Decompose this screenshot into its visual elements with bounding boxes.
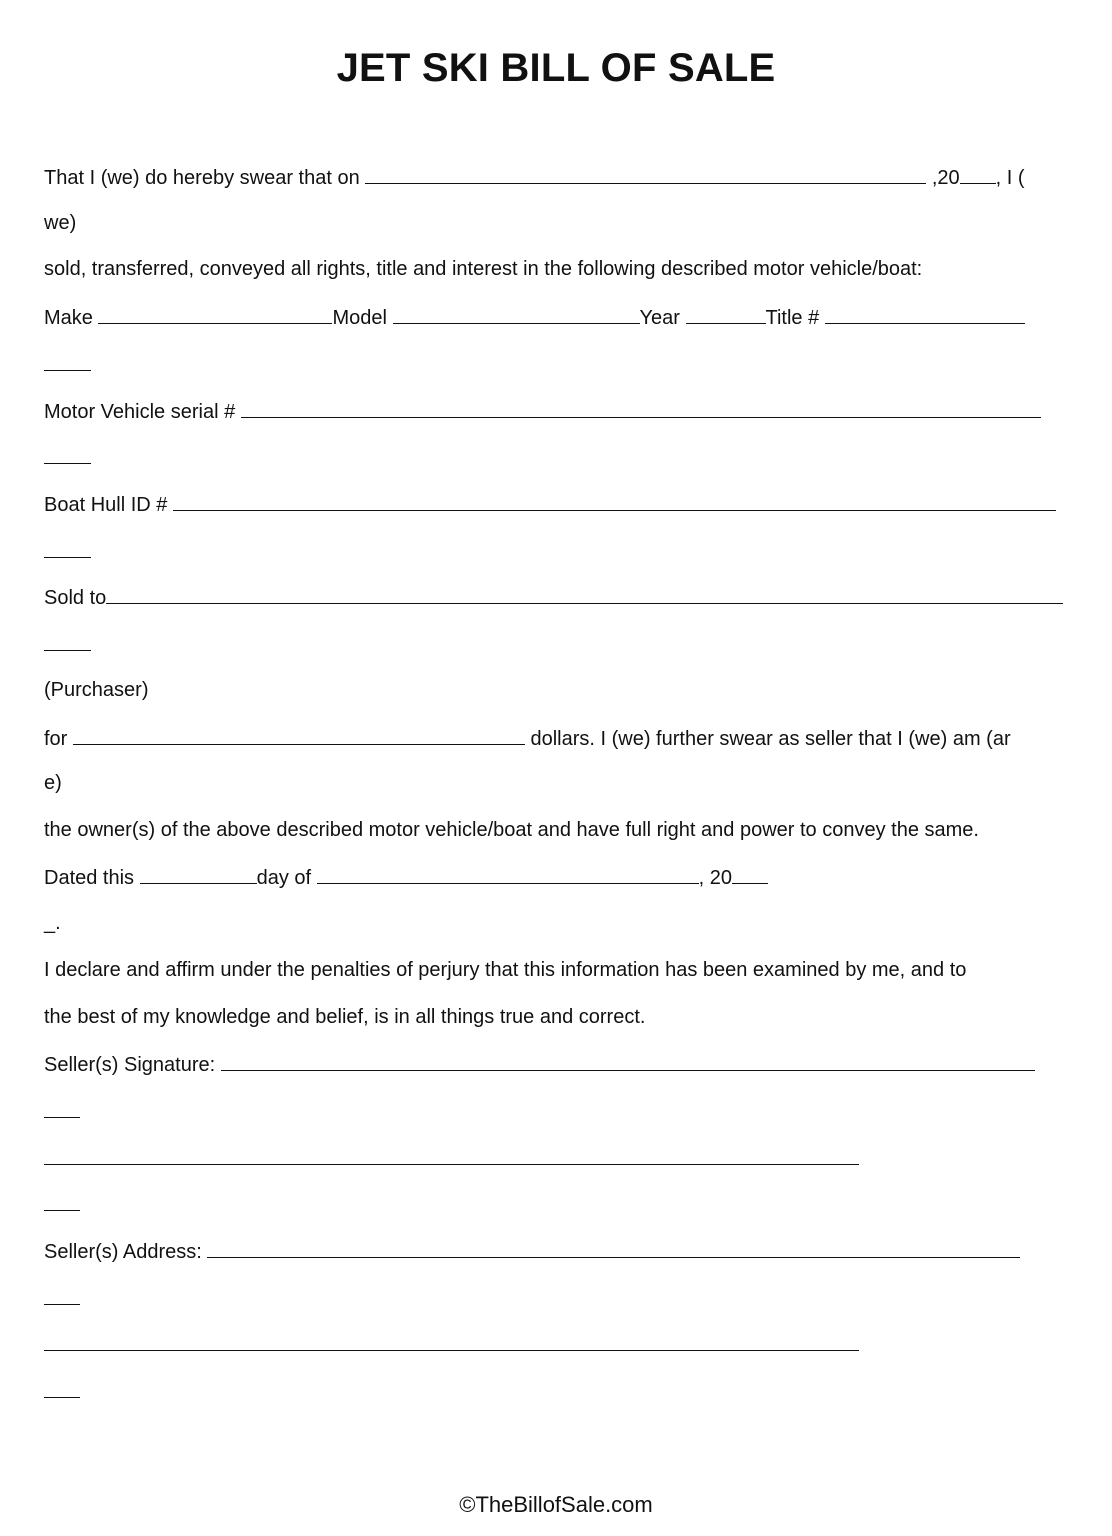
make-label: Make: [44, 307, 93, 329]
swear-text: That I (we) do hereby swear that on: [44, 167, 360, 189]
hull-id-wrap: [44, 538, 91, 564]
year-prefix: ,20: [931, 167, 960, 189]
seller-signature-label: Seller(s) Signature:: [44, 1054, 216, 1076]
year-field[interactable]: [686, 304, 766, 324]
for-label: for: [44, 728, 68, 750]
model-field[interactable]: [393, 304, 640, 324]
title-number-field[interactable]: [825, 304, 1025, 324]
declaration-line-2: the best of my knowledge and belief, is in all things true and correct.: [44, 1006, 646, 1028]
purchaser-field-cont[interactable]: [44, 631, 91, 651]
sold-to-line: [44, 584, 1063, 610]
sold-to-label: Sold to: [44, 587, 107, 609]
seller-signature-field-2[interactable]: [44, 1145, 859, 1165]
address-extra-line: [44, 1331, 859, 1357]
seller-address-field-2-cont[interactable]: [44, 1378, 80, 1398]
serial-line: [44, 398, 1041, 424]
day-field[interactable]: [140, 864, 257, 884]
ownership-statement: the owner(s) of the above described motor vehicle/boat and have full right and power to convey the same.: [44, 819, 979, 841]
hull-id-line: [44, 491, 1056, 517]
day-of-label: day of: [256, 867, 312, 889]
seller-address-field[interactable]: [207, 1238, 1020, 1258]
make-field[interactable]: [98, 304, 332, 324]
seller-signature-field-cont[interactable]: [44, 1098, 80, 1118]
serial-wrap: [44, 444, 91, 470]
sold-to-wrap: [44, 631, 91, 657]
seller-prefix: , I (: [995, 167, 1025, 189]
line3-wrap: [44, 351, 91, 377]
purchaser-caption: (Purchaser): [44, 679, 149, 701]
copyright-footer: ©TheBillofSale.com: [459, 1492, 653, 1517]
line1-wrap: we): [44, 212, 77, 234]
month-field[interactable]: [317, 864, 699, 884]
address-wrap-2: [44, 1378, 80, 1404]
hull-id-label: Boat Hull ID #: [44, 494, 168, 516]
seller-address-label: Seller(s) Address:: [44, 1241, 202, 1263]
vehicle-details-line: [44, 304, 1025, 330]
seller-signature-field-2-cont[interactable]: [44, 1191, 80, 1211]
serial-field-cont[interactable]: [44, 444, 91, 464]
seller-signature-field[interactable]: [221, 1051, 1035, 1071]
address-wrap-1: [44, 1285, 80, 1311]
hull-id-field[interactable]: [173, 491, 1056, 511]
seller-address-line: [44, 1238, 1020, 1264]
price-line-wrap: e): [44, 772, 62, 794]
dated-year-field[interactable]: [732, 864, 768, 884]
signature-wrap-2: [44, 1191, 80, 1217]
sale-date-field[interactable]: [365, 164, 926, 184]
price-field[interactable]: [73, 725, 525, 745]
seller-signature-line: [44, 1051, 1035, 1077]
title-number-label: Title #: [765, 307, 820, 329]
price-line: [44, 725, 1011, 751]
signature-wrap-1: [44, 1098, 80, 1124]
dated-year-prefix: , 20: [698, 867, 733, 889]
sale-date-line: [44, 164, 1025, 190]
seller-address-field-cont[interactable]: [44, 1285, 80, 1305]
declaration-line-1: I declare and affirm under the penalties of perjury that this information has been examined by me, and to: [44, 959, 967, 981]
serial-field[interactable]: [241, 398, 1041, 418]
year-label: Year: [639, 307, 680, 329]
title-number-field-cont[interactable]: [44, 351, 91, 371]
transfer-statement: sold, transferred, conveyed all rights, title and interest in the following described motor vehicle/boat:: [44, 258, 923, 280]
dollars-text: dollars. I (we) further swear as seller that I (we) am (ar: [530, 728, 1011, 750]
model-label: Model: [332, 307, 387, 329]
seller-address-field-2[interactable]: [44, 1331, 859, 1351]
purchaser-field[interactable]: [106, 584, 1063, 604]
serial-label: Motor Vehicle serial #: [44, 401, 236, 423]
document-title: JET SKI BILL OF SALE: [336, 46, 776, 90]
signature-extra-line: [44, 1145, 859, 1171]
sale-year-field[interactable]: [960, 164, 996, 184]
hull-id-field-cont[interactable]: [44, 538, 91, 558]
dated-label: Dated this: [44, 867, 135, 889]
dated-wrap: _.: [44, 912, 61, 934]
dated-line: [44, 864, 768, 890]
